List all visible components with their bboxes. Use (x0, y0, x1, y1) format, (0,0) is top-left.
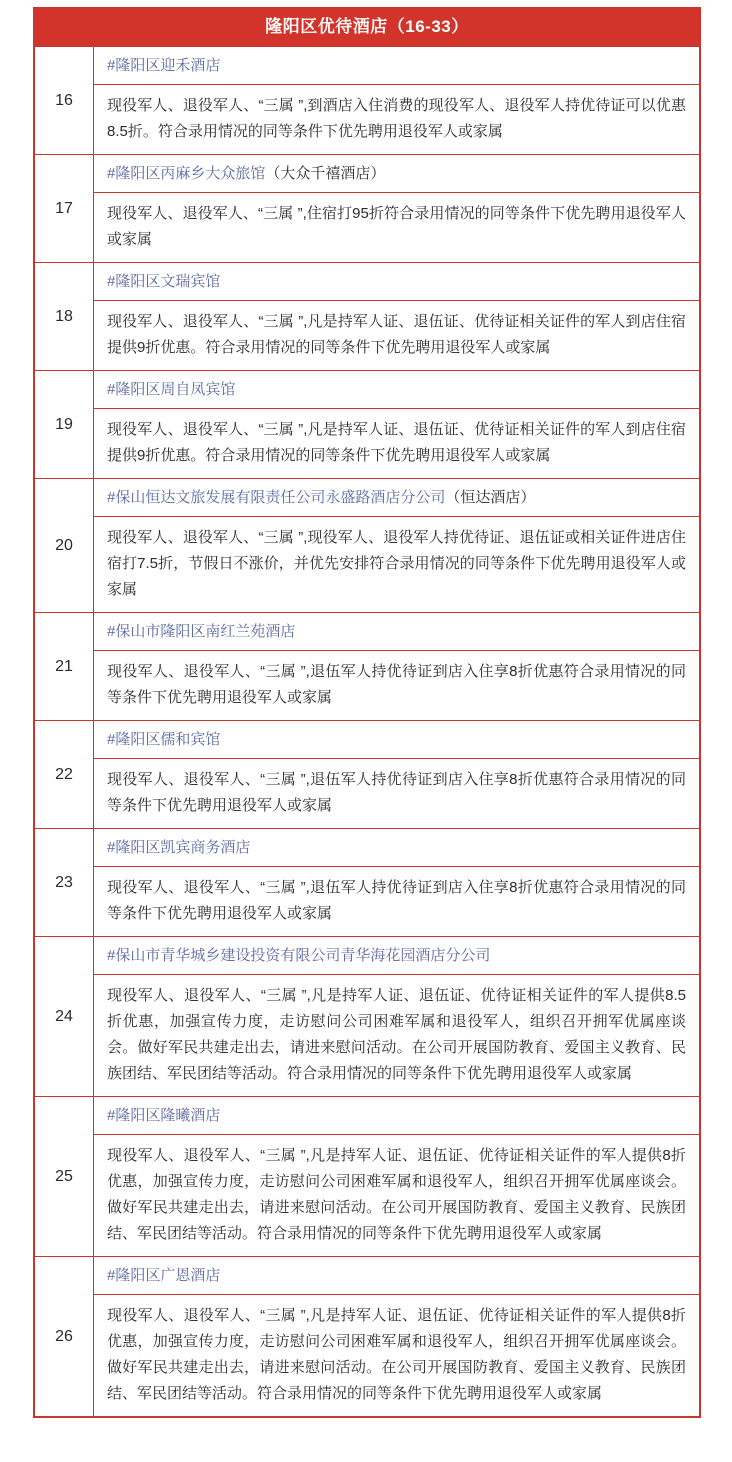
table-row (35, 154, 699, 262)
hotel-benefit-description: 现役军人、退役军人、“三属 ”,现役军人、退役军人持优待证、退伍证或相关证件进店住宿打7.5折，节假日不涨价，并优先安排符合录用情况的同等条件下优先聘用退役军人或家属 (94, 516, 699, 612)
table-body (35, 46, 699, 1416)
hotel-name-cell (94, 1257, 699, 1294)
row-number: 21 (35, 613, 94, 720)
hotel-name-link[interactable]: #隆阳区儒和宾馆 (107, 731, 221, 748)
row-content (94, 47, 699, 154)
row-content (94, 613, 699, 720)
row-content (94, 829, 699, 936)
hotel-benefit-description: 现役军人、退役军人、“三属 ”,退伍军人持优待证到店入住享8折优惠符合录用情况的同等条件下优先聘用退役军人或家属 (94, 866, 699, 936)
hotel-name-cell (94, 721, 699, 758)
row-content (94, 937, 699, 1096)
hotel-benefit-description: 现役军人、退役军人、“三属 ”,退伍军人持优待证到店入住享8折优惠符合录用情况的同等条件下优先聘用退役军人或家属 (94, 758, 699, 828)
table-row (35, 370, 699, 478)
row-content (94, 371, 699, 478)
table-row (35, 46, 699, 154)
hotel-benefit-description: 现役军人、退役军人、“三属 ”,凡是持军人证、退伍证、优待证相关证件的军人提供8折优惠，加强宣传力度，走访慰问公司困难军属和退役军人，组织召开拥军优属座谈会。做好军民共建走出去，请进来慰问活动。在公司开展国防教育、爱国主义教育、民族团结、军民团结等活动。符合录用情况的同等条件下优先聘用退役军人或家属 (94, 1134, 699, 1256)
hotel-name-link[interactable]: #隆阳区迎禾酒店 (107, 57, 221, 74)
hotel-name-link[interactable]: #保山市隆阳区南红兰苑酒店 (107, 623, 296, 640)
row-content (94, 721, 699, 828)
row-content (94, 479, 699, 612)
row-number: 25 (35, 1097, 94, 1256)
hotel-name-suffix: （大众千禧酒店） (265, 165, 386, 182)
hotel-name-cell (94, 1097, 699, 1134)
row-number: 23 (35, 829, 94, 936)
hotel-table (33, 7, 701, 1418)
row-number: 17 (35, 155, 94, 262)
row-number: 18 (35, 263, 94, 370)
row-content (94, 155, 699, 262)
table-row (35, 828, 699, 936)
hotel-name-link[interactable]: #隆阳区凯宾商务酒店 (107, 839, 251, 856)
table-row (35, 1096, 699, 1256)
table-row (35, 1256, 699, 1416)
hotel-name-cell (94, 479, 699, 516)
hotel-name-cell (94, 371, 699, 408)
hotel-name-cell (94, 155, 699, 192)
row-number: 22 (35, 721, 94, 828)
table-row (35, 478, 699, 612)
hotel-name-link[interactable]: #保山市青华城乡建设投资有限公司青华海花园酒店分公司 (107, 947, 491, 964)
hotel-benefit-description: 现役军人、退役军人、“三属 ”,住宿打95折符合录用情况的同等条件下优先聘用退役军人或家属 (94, 192, 699, 262)
hotel-name-link[interactable]: #隆阳区文瑞宾馆 (107, 273, 221, 290)
table-row (35, 936, 699, 1096)
row-content (94, 1097, 699, 1256)
table-row (35, 720, 699, 828)
hotel-name-cell (94, 613, 699, 650)
hotel-benefit-description: 现役军人、退役军人、“三属 ”,凡是持军人证、退伍证、优待证相关证件的军人到店住宿提供9折优惠。符合录用情况的同等条件下优先聘用退役军人或家属 (94, 408, 699, 478)
hotel-benefit-description: 现役军人、退役军人、“三属 ”,凡是持军人证、退伍证、优待证相关证件的军人提供8折优惠，加强宣传力度，走访慰问公司困难军属和退役军人，组织召开拥军优属座谈会。做好军民共建走出去，请进来慰问活动。在公司开展国防教育、爱国主义教育、民族团结、军民团结等活动。符合录用情况的同等条件下优先聘用退役军人或家属 (94, 1294, 699, 1416)
hotel-name-link[interactable]: #隆阳区广恩酒店 (107, 1267, 221, 1284)
row-number: 16 (35, 47, 94, 154)
row-number: 20 (35, 479, 94, 612)
row-content (94, 1257, 699, 1416)
hotel-benefit-description: 现役军人、退役军人、“三属 ”,到酒店入住消费的现役军人、退役军人持优待证可以优惠8.5折。符合录用情况的同等条件下优先聘用退役军人或家属 (94, 84, 699, 154)
row-number: 24 (35, 937, 94, 1096)
hotel-name-link[interactable]: #隆阳区丙麻乡大众旅馆 (107, 165, 266, 182)
table-row (35, 262, 699, 370)
hotel-name-cell (94, 829, 699, 866)
hotel-name-link[interactable]: #隆阳区隆曦酒店 (107, 1107, 221, 1124)
hotel-name-cell (94, 47, 699, 84)
hotel-benefit-description: 现役军人、退役军人、“三属 ”,凡是持军人证、退伍证、优待证相关证件的军人提供8.5折优惠，加强宣传力度，走访慰问公司困难军属和退役军人，组织召开拥军优属座谈会。做好军民共建走出去，请进来慰问活动。在公司开展国防教育、爱国主义教育、民族团结、军民团结等活动。符合录用情况的同等条件下优先聘用退役军人或家属 (94, 974, 699, 1096)
row-content (94, 263, 699, 370)
hotel-name-cell (94, 937, 699, 974)
row-number: 19 (35, 371, 94, 478)
row-number: 26 (35, 1257, 94, 1416)
hotel-name-suffix: （恒达酒店） (445, 489, 536, 506)
table-title: 隆阳区优待酒店（16-33） (35, 9, 699, 46)
hotel-name-link[interactable]: #隆阳区周自凤宾馆 (107, 381, 236, 398)
hotel-benefit-description: 现役军人、退役军人、“三属 ”,凡是持军人证、退伍证、优待证相关证件的军人到店住宿提供9折优惠。符合录用情况的同等条件下优先聘用退役军人或家属 (94, 300, 699, 370)
hotel-name-link[interactable]: #保山恒达文旅发展有限责任公司永盛路酒店分公司 (107, 489, 446, 506)
hotel-benefit-description: 现役军人、退役军人、“三属 ”,退伍军人持优待证到店入住享8折优惠符合录用情况的同等条件下优先聘用退役军人或家属 (94, 650, 699, 720)
hotel-name-cell (94, 263, 699, 300)
table-row (35, 612, 699, 720)
